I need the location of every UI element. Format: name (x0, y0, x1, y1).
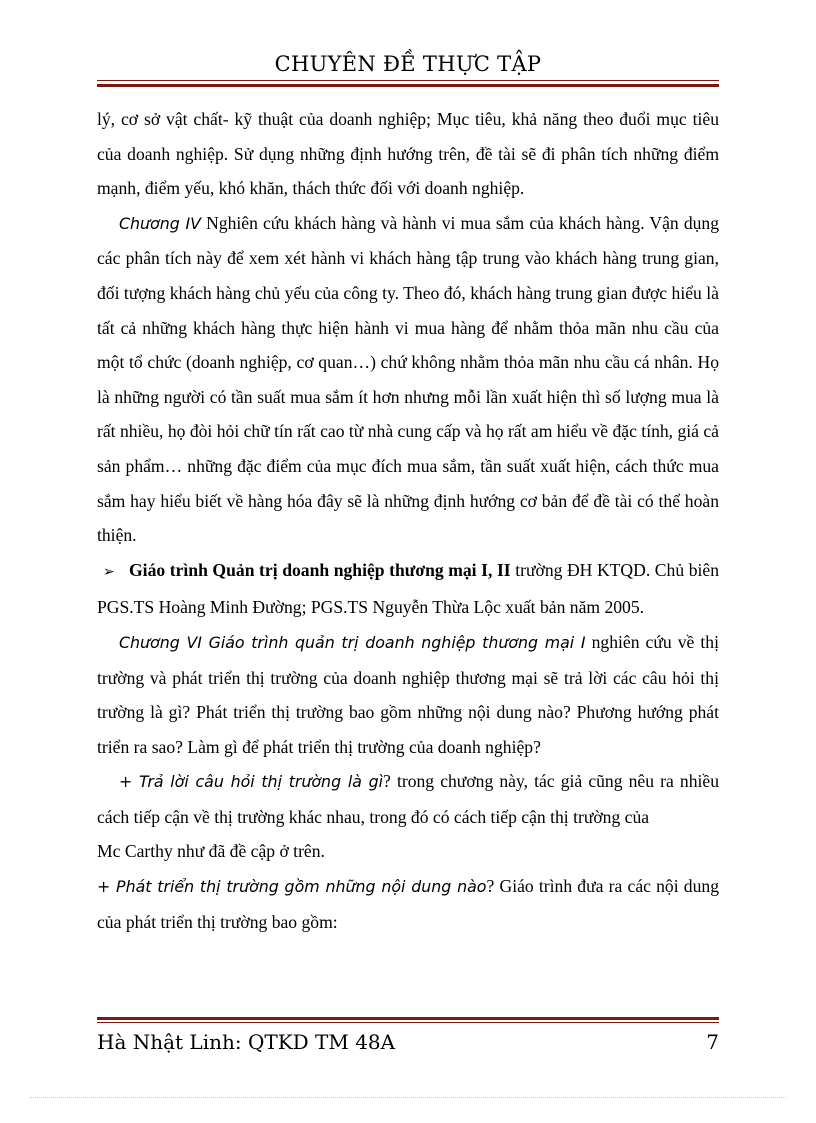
chapter-4-label: Chương IV (119, 213, 201, 233)
page-header-title: CHUYÊN ĐỀ THỰC TẬP (274, 52, 542, 76)
arrow-bullet-icon: ➢ (103, 564, 115, 580)
chapter-6-text: nghiên cứu về thị trường và phát triển thị trường của doanh nghiệp thương mại sẽ trả lời các câu hỏi thị trường là gì? Phát triển thị trường bao gồm những nội dung nào? Phương hướng phát triển ra sao? Làm gì để phát triển thị trường của doanh nghiệp? (97, 631, 719, 757)
paragraph-chapter-6 (97, 625, 719, 764)
paragraph-question-2 (97, 869, 719, 939)
footer-rule-thick (97, 1017, 719, 1020)
paragraph-1: lý, cơ sở vật chất- kỹ thuật của doanh nghiệp; Mục tiêu, khả năng theo đuổi mục tiêu của doanh nghiệp. Sử dụng những định hướng trên, đề tài sẽ đi phân tích những điểm mạnh, điểm yếu, khó khăn, thách thức đối với doanh nghiệp. (97, 109, 719, 199)
textbook-text: trường ĐH KTQD. Chủ biên PGS.TS Hoàng Minh Đường; PGS.TS Nguyễn Thừa Lộc xuất bản năm 2005. (97, 559, 719, 618)
footer-author: Hà Nhật Linh: QTKD TM 48A (97, 1030, 396, 1054)
page-number: 7 (706, 1030, 719, 1054)
header-rule-thick (97, 84, 719, 87)
header-rule-thin (97, 80, 719, 81)
question-1-label: + Trả lời câu hỏi thị trường là gì (119, 772, 384, 792)
paragraph-question-1 (97, 764, 719, 834)
paragraph-question-1-line: Mc Carthy như đã đề cập ở trên. (97, 841, 325, 862)
paragraph-chapter-4 (97, 206, 719, 553)
chapter-4-text: Nghiên cứu khách hàng và hành vi mua sắm của khách hàng. Vận dụng các phân tích này để xem xét hành vi khách hàng tập trung vào khách hàng trung gian, đối tượng khách hàng chủ yếu của công ty. Theo đó, khách hàng trung gian được hiểu là tất cả những khách hàng thực hiện hành vi mua hàng để nhằm thỏa mãn nhu cầu của một tổ chức (doanh nghiệp, cơ quan…) chứ không nhằm thỏa mãn nhu cầu cá nhân. Họ là những người có tần suất mua sắm ít hơn nhưng mỗi lần xuất hiện thì số lượng mua là rất nhiều, họ đòi hỏi chữ tín rất cao từ nhà cung cấp và họ rất am hiểu về đặc tính, giá cả sản phẩm… những đặc điểm của mục đích mua sắm, tần suất xuất hiện, cách thức mua sắm hay hiểu biết về hàng hóa đây sẽ là những định hướng cơ bản để đề tài có thể hoàn thiện. (97, 212, 720, 546)
textbook-title: Giáo trình Quản trị doanh nghiệp thương mại I, II (129, 559, 511, 580)
question-2-text: ? Giáo trình đưa ra các nội dung của phát triển thị trường bao gồm: (97, 876, 719, 932)
question-2-label: + Phát triển thị trường gồm những nội dung nào (97, 877, 487, 897)
footer-rule-thin (97, 1022, 719, 1023)
question-1-text: ? trong chương này, tác giả cũng nêu ra nhiều cách tiếp cận về thị trường khác nhau, trong đó có cách tiếp cận thị trường của (97, 771, 720, 827)
chapter-6-label: Chương VI Giáo trình quản trị doanh nghiệp thương mại I (119, 632, 586, 652)
page-bottom-divider (30, 1097, 786, 1098)
body-text (97, 102, 719, 939)
paragraph-textbook (97, 553, 719, 625)
